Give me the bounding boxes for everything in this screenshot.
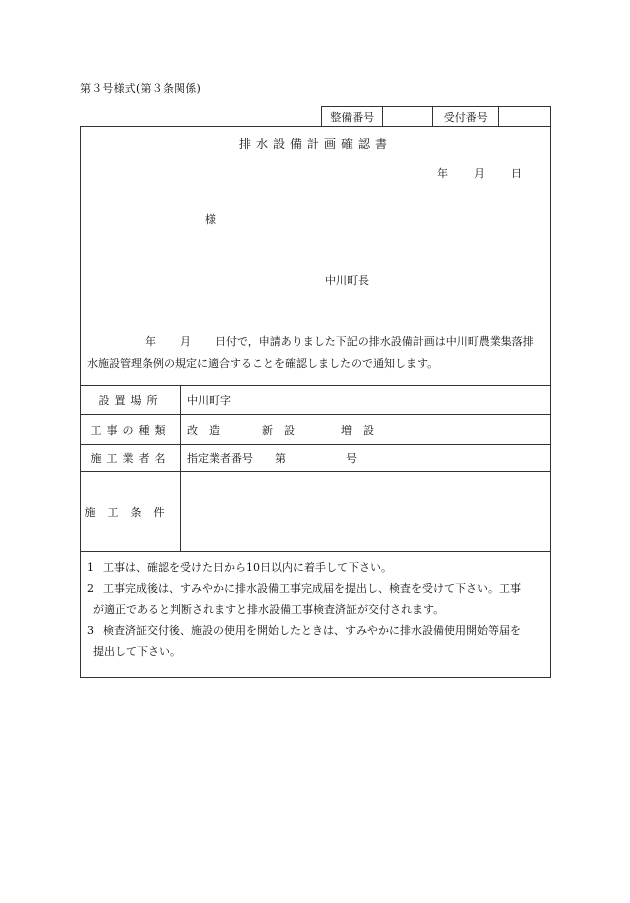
seibi-number-field[interactable]	[383, 107, 433, 126]
note-continuation: が適正であると判断されますと排水設備工事検査済証が交付されます。	[93, 603, 445, 616]
uketsuke-number-field[interactable]	[499, 107, 550, 126]
issuer-name: 中川町長	[325, 274, 369, 287]
conditions-label: 施工条件	[81, 472, 181, 551]
contractor-number-go: 号	[346, 452, 357, 465]
notice-month: 月	[180, 335, 191, 348]
contractor-number-prefix: 指定業者番号	[187, 452, 253, 465]
addressee-suffix: 様	[205, 213, 216, 226]
work-type-label: 工事の種類	[81, 415, 181, 444]
notice-line2: 水施設管理条例の規定に適合することを確認しましたので通知します。	[87, 357, 439, 370]
work-type-option-new[interactable]: 新 設	[262, 423, 295, 437]
note-text: 工事完成後は、すみやかに排水設備工事完成届を提出し、検査を受けて下さい。工事	[103, 582, 521, 595]
document-title: 排水設備計画確認書	[238, 137, 392, 151]
uketsuke-number-label: 受付番号	[433, 107, 499, 126]
note-text: 工事は、確認を受けた日から10日以内に着手して下さい。	[103, 561, 392, 574]
note-item	[87, 620, 544, 641]
table-row	[81, 386, 550, 415]
date-month: 月	[474, 167, 485, 180]
location-field[interactable]: 中川町字	[187, 394, 231, 407]
confirmation-form	[80, 126, 551, 678]
conditions-field[interactable]	[181, 472, 550, 551]
location-label: 設置場所	[81, 386, 181, 414]
details-table	[81, 385, 550, 552]
work-type-option-extension[interactable]: 増 設	[341, 423, 374, 437]
work-type-field[interactable]	[181, 415, 550, 444]
form-number-label: 第３号様式(第３条関係)	[80, 82, 201, 95]
note-number: 1	[87, 561, 94, 574]
notice-text	[81, 331, 552, 375]
notes-section	[81, 557, 550, 662]
number-header-row	[321, 106, 551, 126]
work-type-option-renovation[interactable]: 改 造	[187, 423, 220, 437]
date-year: 年	[437, 167, 448, 180]
table-row	[81, 472, 550, 552]
notice-year: 年	[145, 335, 156, 348]
note-text: 検査済証交付後、施設の使用を開始したときは、すみやかに排水設備使用開始等届を	[103, 624, 521, 637]
note-item	[87, 578, 544, 599]
note-continuation: 提出して下さい。	[93, 645, 181, 658]
seibi-number-label: 整備番号	[322, 107, 383, 126]
note-number: 3	[87, 624, 94, 637]
note-number: 2	[87, 582, 94, 595]
notice-line1: 日付で，申請ありました下記の排水設備計画は中川町農業集落排	[215, 335, 534, 348]
note-item	[87, 557, 544, 578]
table-row	[81, 415, 550, 445]
date-day: 日	[511, 167, 522, 180]
contractor-number-dai: 第	[275, 452, 286, 465]
contractor-label: 施工業者名	[81, 445, 181, 471]
contractor-field[interactable]	[181, 445, 550, 471]
issue-date	[437, 165, 522, 181]
table-row	[81, 445, 550, 472]
